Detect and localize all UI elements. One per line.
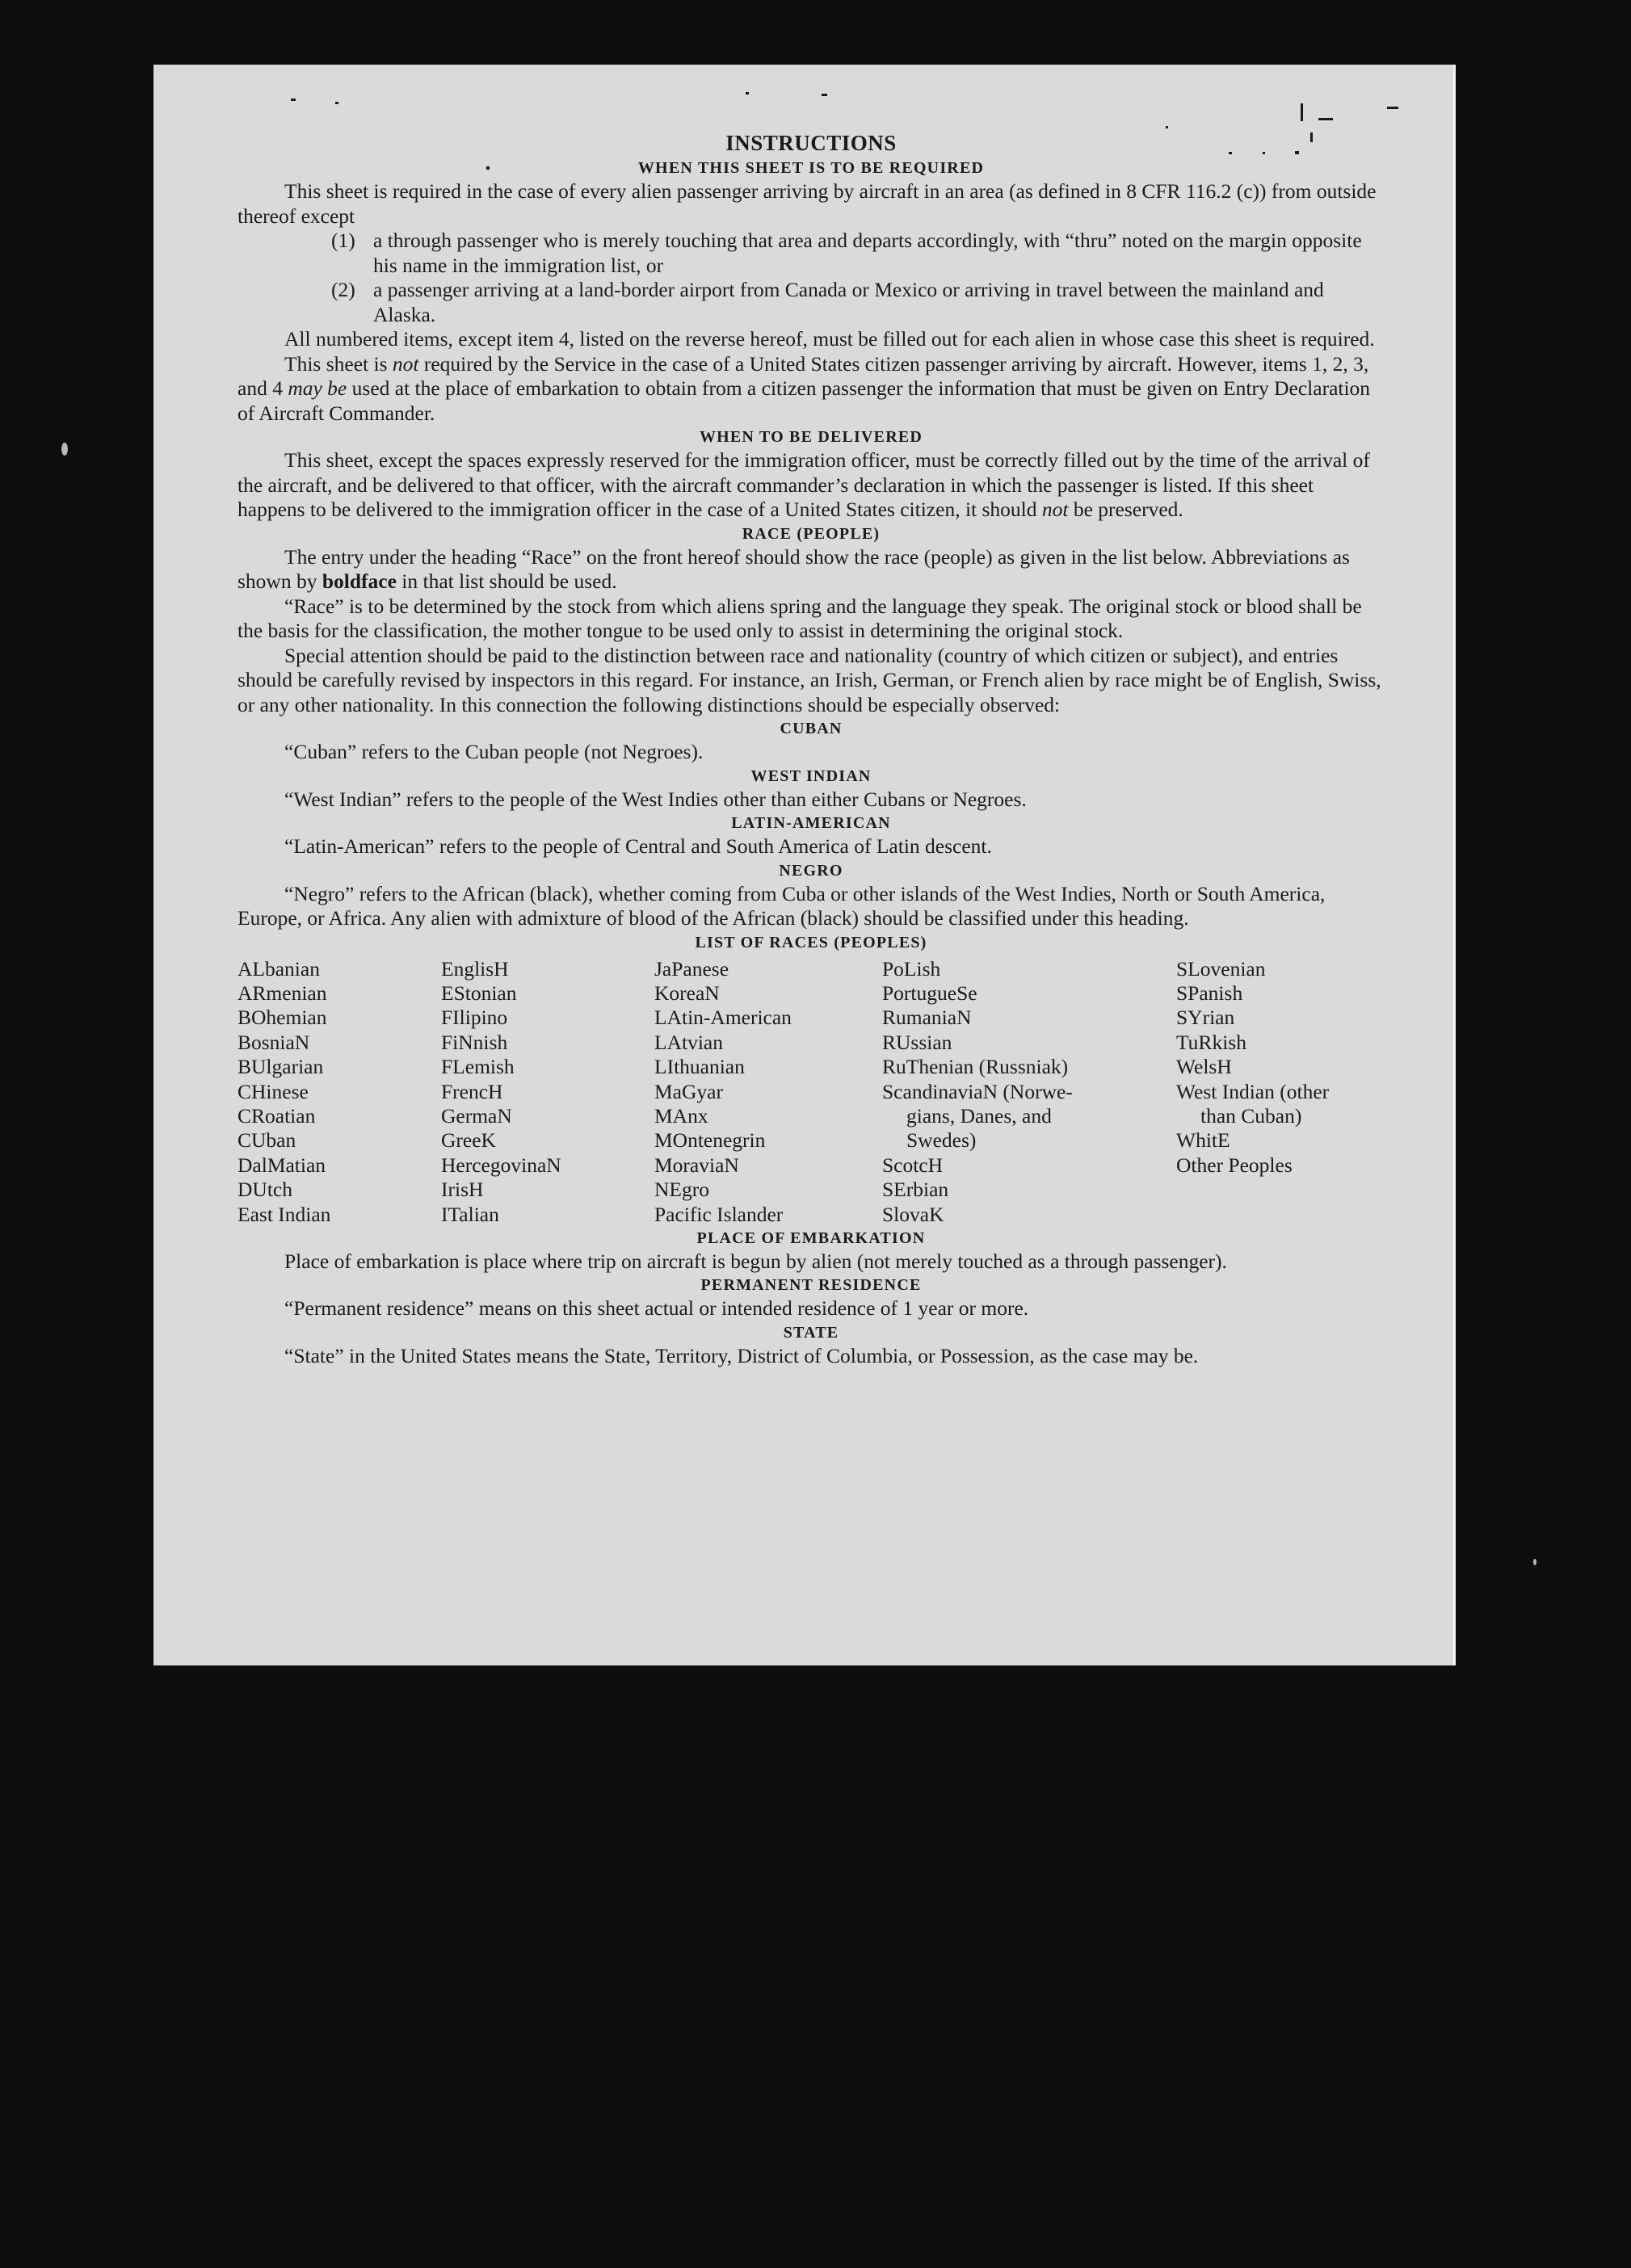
citizen-emphasis-may-be: may be — [288, 376, 347, 400]
delivered-text: be preserved. — [1068, 498, 1183, 521]
race-boldface-word: boldface — [322, 569, 397, 593]
race-entry: CRoatian — [238, 1103, 316, 1128]
race-entry: RumaniaN — [882, 1006, 972, 1030]
section-heading-state: STATE — [783, 1323, 839, 1342]
race-entry: KoreaN — [654, 981, 720, 1005]
race-entry-continued: Swedes) — [906, 1128, 977, 1153]
scan-speck — [291, 99, 296, 101]
race-entry: SYrian — [1176, 1006, 1235, 1030]
document-page — [153, 65, 1456, 1665]
race-entry: ALbanian — [238, 956, 320, 981]
race-entry: ScandinaviaN (Norwe- — [882, 1079, 1073, 1103]
race-entry: MAnx — [654, 1103, 708, 1128]
race-entry: EStonian — [441, 981, 517, 1005]
race-entry-continued: gians, Danes, and — [906, 1103, 1052, 1128]
race-entry: PoLish — [882, 956, 941, 981]
race-entry: SlovaK — [882, 1202, 944, 1226]
section-heading-cuban: CUBAN — [780, 720, 843, 737]
race-entry: BUlgarian — [238, 1055, 324, 1079]
section-heading-west-indian: WEST INDIAN — [750, 766, 872, 785]
race-entry: WhitE — [1176, 1128, 1230, 1153]
race-text: in that list should be used. — [396, 569, 617, 593]
race-entry: LAtin-American — [654, 1006, 792, 1030]
races-column — [441, 957, 654, 1227]
scan-speck — [1301, 103, 1303, 121]
exception-item — [331, 278, 1385, 327]
section-heading-residence: PERMANENT RESIDENCE — [700, 1276, 922, 1295]
scan-speck — [61, 443, 68, 456]
race-entry-continued: than Cuban) — [1200, 1103, 1302, 1128]
race-entry: JaPanese — [654, 956, 729, 981]
race-entry: MOntenegrin — [654, 1128, 766, 1153]
race-entry: IrisH — [441, 1178, 484, 1202]
section-heading-latin-american: LATIN-AMERICAN — [731, 814, 891, 832]
race-paragraph: Special attention should be paid to the distinction between race and nationality (country of which citizen or subject), and entries should be carefully revised by inspectors in this regard. For instance, an Irish, German, or French alien by race might be of English, Swiss, or any other nationality. In this connection the following distinctions should be especially observed: — [238, 643, 1381, 716]
races-column — [654, 957, 882, 1227]
race-entry: FrencH — [441, 1079, 503, 1103]
page-title: INSTRUCTIONS — [725, 131, 897, 155]
delivered-text: This sheet, except the spaces expressly reserved for the immigration officer, must be correctly filled out by the time of the arrival of the aircraft, and be delivered to that officer, with the aircraft commander’s declaration in which the passenger is listed. If this sheet happens to be delivered to the immigration officer in the case of a United States citizen, it should — [238, 448, 1370, 521]
race-text: The entry under the heading “Race” on the front hereof should show the race (people) as given in the list below. Abbreviations as shown by — [238, 544, 1350, 593]
race-entry: ARmenian — [238, 981, 327, 1005]
race-paragraph: “Race” is to be determined by the stock from which aliens spring and the language they speak. The original stock or blood shall be the basis for the classification, the mother tongue to be used only to assist in determining the original stock. — [238, 594, 1362, 642]
section-heading-list-of-races: LIST OF RACES (PEOPLES) — [695, 933, 927, 951]
latin-american-paragraph: “Latin-American” refers to the people of Central and South America of Latin descent. — [284, 834, 992, 858]
section-heading-when-required: WHEN THIS SHEET IS TO BE REQUIRED — [637, 159, 985, 177]
race-entry: FIlipino — [441, 1006, 508, 1030]
citizen-text: required by the Service in the case of a United States citizen passenger arriving by aircraft. However, items 1, 2, 3, and 4 — [238, 351, 1369, 400]
races-column — [238, 957, 441, 1227]
citizen-paragraph — [238, 352, 1385, 426]
scan-speck — [1387, 107, 1398, 109]
race-entry: FiNnish — [441, 1030, 508, 1054]
race-entry: CHinese — [238, 1079, 309, 1103]
scan-speck — [1166, 126, 1168, 128]
west-indian-paragraph: “West Indian” refers to the people of the West Indies other than either Cubans or Negroes. — [284, 787, 1027, 811]
race-entry: CUban — [238, 1128, 296, 1153]
race-entry: SErbian — [882, 1178, 949, 1202]
delivered-emphasis-not: not — [1041, 498, 1069, 521]
negro-paragraph: “Negro” refers to the African (black), whether coming from Cuba or other islands of the West Indies, North or South America, Europe, or Africa. Any alien with admixture of blood of the African (black) should be classified under this heading. — [238, 881, 1326, 930]
section-heading-race: RACE (PEOPLE) — [742, 524, 881, 543]
race-entry: BosniaN — [238, 1030, 310, 1054]
race-entry: SLovenian — [1176, 956, 1266, 981]
embarkation-paragraph: Place of embarkation is place where trip on aircraft is begun by alien (not merely touched as a through passenger). — [284, 1249, 1227, 1273]
race-entry: MoraviaN — [654, 1153, 739, 1177]
race-entry: East Indian — [238, 1202, 331, 1226]
race-entry: DalMatian — [238, 1153, 326, 1177]
race-entry: TuRkish — [1176, 1030, 1246, 1054]
race-entry: RUssian — [882, 1030, 952, 1054]
race-entry: LAtvian — [654, 1030, 723, 1054]
scan-speck — [335, 102, 338, 104]
races-column — [882, 957, 1176, 1227]
exception-text: a through passenger who is merely touching that area and departs accordingly, with “thru” noted on the margin opposite his name in the immigration list, or — [373, 229, 1362, 277]
race-entry: BOhemian — [238, 1006, 327, 1030]
race-entry: ScotcH — [882, 1153, 944, 1177]
race-entry: DUtch — [238, 1178, 292, 1202]
race-entry: LIthuanian — [654, 1055, 745, 1079]
race-entry: ITalian — [441, 1202, 499, 1226]
section-heading-when-delivered: WHEN TO BE DELIVERED — [699, 428, 923, 446]
numbered-items-paragraph: All numbered items, except item 4, listed on the reverse hereof, must be filled out for each alien in whose case this sheet is required. — [284, 327, 1375, 351]
races-list — [238, 957, 1385, 1227]
race-entry: FLemish — [441, 1055, 515, 1079]
race-entry: EnglisH — [441, 956, 509, 981]
race-entry: RuThenian (Russniak) — [882, 1055, 1069, 1079]
citizen-emphasis-not: not — [392, 351, 419, 376]
cuban-paragraph: “Cuban” refers to the Cuban people (not Negroes). — [284, 740, 704, 763]
race-entry: Pacific Islander — [654, 1202, 784, 1226]
scan-speck — [822, 94, 827, 96]
section-heading-negro: NEGRO — [779, 861, 843, 880]
citizen-text: This sheet is — [284, 351, 393, 376]
instructions-text — [238, 129, 1385, 1368]
exception-number: (2) — [331, 278, 355, 301]
races-column — [1176, 957, 1385, 1227]
residence-paragraph: “Permanent residence” means on this sheet actual or intended residence of 1 year or more. — [284, 1296, 1029, 1321]
scan-speck — [746, 92, 749, 94]
delivered-paragraph — [238, 448, 1385, 523]
race-entry: MaGyar — [654, 1079, 723, 1103]
state-paragraph: “State” in the United States means the State, Territory, District of Columbia, or Possession, as the case may be. — [284, 1343, 1199, 1367]
section-heading-embarkation: PLACE OF EMBARKATION — [696, 1228, 926, 1247]
race-entry: Other Peoples — [1176, 1153, 1293, 1177]
intro-paragraph: This sheet is required in the case of every alien passenger arriving by aircraft in an area (as defined in 8 CFR 116.2 (c)) from outside thereof except — [238, 179, 1377, 228]
race-entry: West Indian (other — [1176, 1079, 1330, 1103]
exception-number: (1) — [331, 229, 355, 252]
race-entry: WelsH — [1176, 1055, 1232, 1079]
exception-item — [331, 229, 1385, 278]
exception-text: a passenger arriving at a land-border airport from Canada or Mexico or arriving in travel between the mainland and Alaska. — [373, 278, 1324, 326]
scan-speck — [1533, 1559, 1536, 1565]
race-entry: HercegovinaN — [441, 1153, 561, 1177]
race-entry: GermaN — [441, 1103, 512, 1128]
scan-speck — [1318, 118, 1333, 120]
race-paragraph — [238, 545, 1385, 594]
race-entry: PortugueSe — [882, 981, 977, 1005]
race-entry: SPanish — [1176, 981, 1243, 1005]
race-entry: NEgro — [654, 1178, 709, 1202]
race-entry: GreeK — [441, 1128, 496, 1153]
citizen-text: used at the place of embarkation to obtain from a citizen passenger the information that must be given on Entry Declaration of Aircraft Commander. — [238, 376, 1371, 425]
